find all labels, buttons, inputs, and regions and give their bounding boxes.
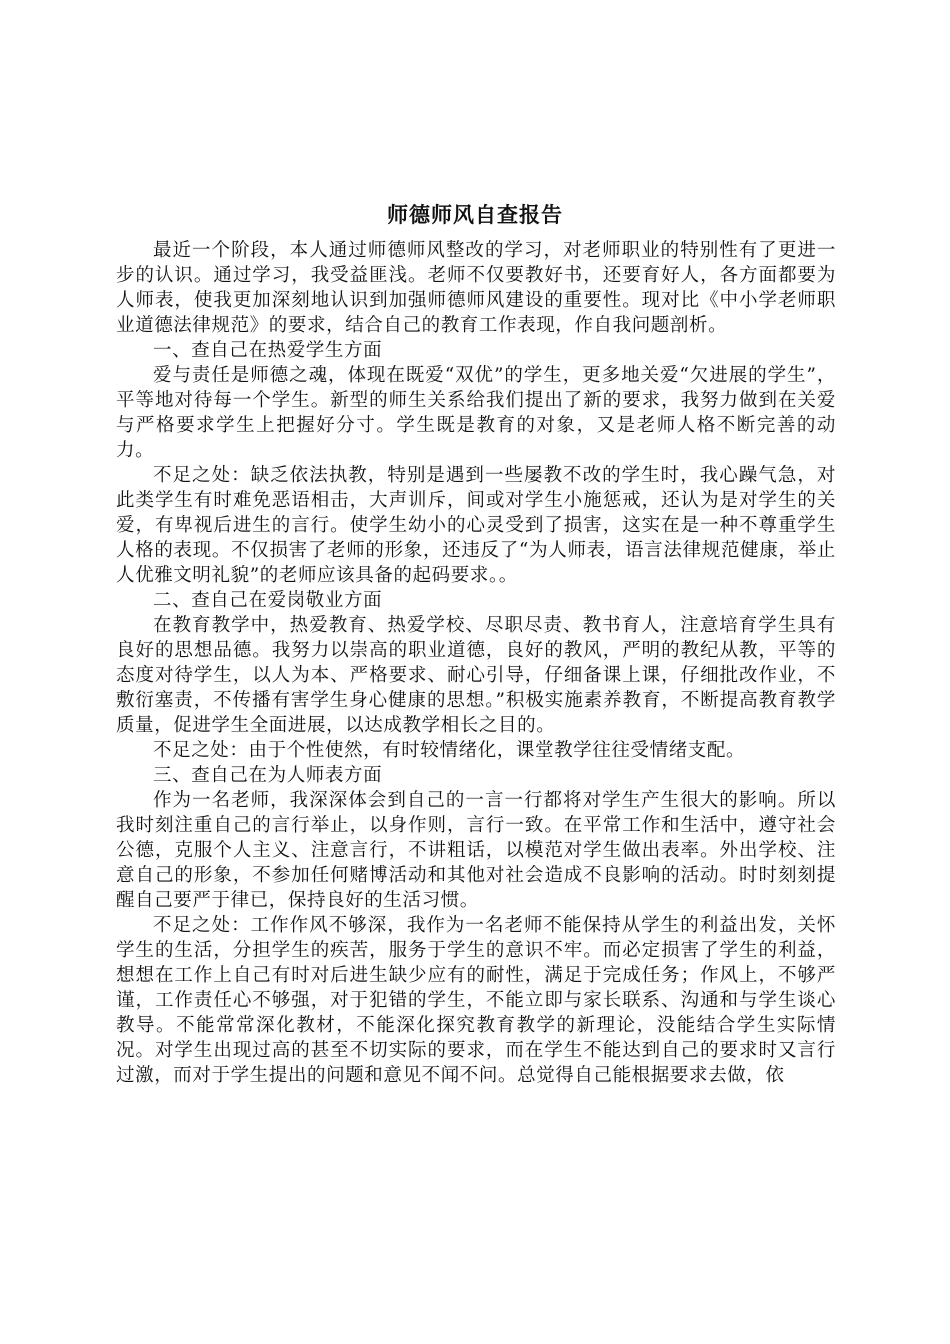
body-paragraph: 在教育教学中，热爱教育、热爱学校、尽职尽责、教书育人，注意培育学生具有良好的思想品德。我努力以崇高的职业道德，良好的教风，严明的教纪从教，平等的态度对待学生，以人为本、严格要求、耐心引导，仔细备课上课，仔细批改作业，不敷衍塞责，不传播有害学生身心健康的思想。”积极实施素养教育，不断提高教育教学质量，促进学生全面进展，以达成教学相长之目的。 (116, 615, 836, 736)
shortcoming-paragraph: 不足之处：由于个性使然，有时较情绪化，课堂教学往往受情绪支配。 (153, 740, 746, 761)
shortcoming-paragraph: 不足之处：工作作风不够深，我作为一名老师不能保持从学生的利益出发，关怀学生的生活，分担学生的疾苦，服务于学生的意识不牢。而必定损害了学生的利益，想想在工作上自己有时对后进生缺少应有的耐性，满足于完成任务；作风上，不够严谨，工作责任心不够强，对于犯错的学生，不能立即与家长联系、沟通和与学生谈心教导。不能常常深化教材，不能深化探究教育教学的新理论，没能结合学生实际情况。对学生出现过高的甚至不切实际的要求，而在学生不能达到自己的要求时又言行过激，而对于学生提出的问题和意见不闻不问。总觉得自己能根据要求去做，依 (116, 915, 836, 1086)
section-heading-2: 二、查自己在爱岗敬业方面 (153, 590, 383, 611)
section-heading-1: 一、查自己在热爱学生方面 (153, 340, 383, 361)
body-paragraph: 作为一名老师，我深深体会到自己的一言一行都将对学生产生很大的影响。所以我时刻注重自己的言行举止，以身作则，言行一致。在平常工作和生活中，遵守社会公德，克服个人主义、注意言行，不讲粗话，以模范对学生做出表率。外出学校、注意自己的形象，不参加任何赌博活动和其他对社会造成不良影响的活动。时时刻刻提醒自己要严于律已，保持良好的生活习惯。 (116, 790, 836, 911)
intro-paragraph: 最近一个阶段，本人通过师德师风整改的学习，对老师职业的特别性有了更进一步的认识。通过学习，我受益匪浅。老师不仅要教好书，还要育好人，各方面都要为人师表，使我更加深刻地认识到加强师德师风建设的重要性。现对比《中小学老师职业道德法律规范》的要求，结合自己的教育工作表现，作自我问题剖析。 (116, 240, 836, 336)
document-title: 师德师风自查报告 (387, 203, 563, 227)
document-body (116, 238, 836, 1088)
shortcoming-paragraph: 不足之处：缺乏依法执教，特别是遇到一些屡教不改的学生时，我心躁气急，对此类学生有时难免恶语相击，大声训斥，间或对学生小施惩戒，还认为是对学生的关爱，有卑视后进生的言行。使学生幼小的心灵受到了损害，这实在是一种不尊重学生人格的表现。不仅损害了老师的形象，还违反了“为人师表，语言法律规范健康，举止人优雅文明礼貌”的老师应该具备的起码要求。。 (116, 465, 836, 586)
body-paragraph: 爱与责任是师德之魂，体现在既爱“双优”的学生，更多地关爱“欠进展的学生”，平等地对待每一个学生。新型的师生关系给我们提出了新的要求，我努力做到在关爱与严格要求学生上把握好分寸。学生既是教育的对象，又是老师人格不断完善的动力。 (116, 365, 836, 461)
section-heading-3: 三、查自己在为人师表方面 (153, 765, 383, 786)
